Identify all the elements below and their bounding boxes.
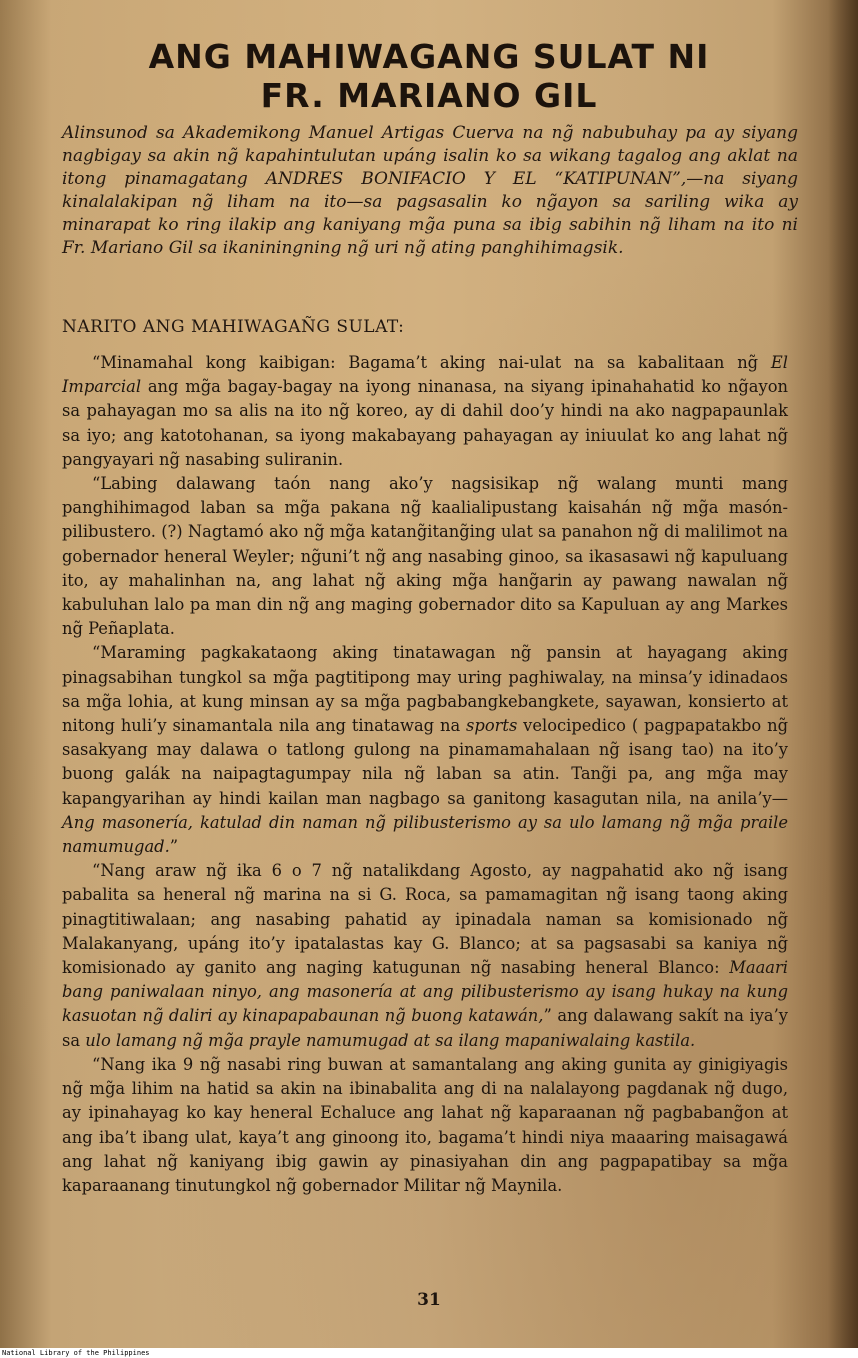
paragraph-italic-text: Maaari bang paniwalaan ninyo, ang masonería at ang pilibusterismo ay isang hukay na kung kasuotan ng̃ daliri ay kinapapabaunan ng̃ buong katawán, bbox=[62, 958, 788, 1026]
page-number: 31 bbox=[417, 1290, 441, 1310]
paragraph-text: “Minamahal kong kaibigan: Bagama’t aking nai-ulat na sa kabalitaan ng̃ bbox=[92, 353, 771, 372]
paragraph-text: ” bbox=[169, 837, 179, 857]
paragraph-italic-text: El Imparcial bbox=[62, 353, 788, 397]
paragraph-text: velocipedico ( pagpapatakbo ng̃ sasakyang may dalawa o tatlong gulong na pinamamahalaan ng̃ isang tao) na ito’y buong galák na naipagtagumpay nila ng̃ laban sa atin. Tang̃i pa, ang mg̃a may kapangyarihan ay hindi kailan man nagbago sa ganitong kasagutan nila, na anila’y— bbox=[62, 716, 788, 808]
intro-paragraph: Alinsunod sa Akademikong Manuel Artigas Cuerva na ng̃ nabubuhay pa ay siyang nagbigay sa akin ng̃ kapahintulutan upáng isalin ko sa wikang tagalog ang aklat na itong pinamagatang ANDRES BONIFACIO Y EL “KATIPUNAN”,—na siyang kinalalakipan ng̃ liham na ito—sa pagsasalin ko ng̃ayon sa sariling wika ay minarapat ko ring ilakip ang kaniyang mg̃a puna sa ibig sabihin ng̃ liham na ito ni Fr. Mariano Gil sa ikaniningning ng̃ uri ng̃ ating panghihimagsik. bbox=[62, 123, 798, 258]
section-heading: NARITO ANG MAHIWAGAÑG SULAT: bbox=[62, 317, 405, 337]
paragraph-italic-text: Ang masonería, katulad din naman ng̃ pilibusterismo ay sa ulo lamang ng̃ mg̃a praile namumugad. bbox=[62, 812, 788, 857]
paragraph-text: “Nang ika 9 ng̃ nasabi ring buwan at samantalang ang aking gunita ay ginigiyagis ng̃ mg̃a lihim na hatid sa akin na ibinabalita ang di na nalalayong pagdanak ng̃ dugo, ay ipinahayag ko kay heneral Echaluce ang lahat ng̃ kaparaanan ng̃ pagbabang̃on at ang iba’t ibang ulat, kaya’t ang ginoong ito, bagama’t hindi niya maaaring maisagawá ang lahat ng̃ kaniyang ibig gawin ay pinasiyahan din ang pagpapatibay sa mg̃a kaparaanang tinutungkol ng̃ gobernador Militar ng̃ Maynila. bbox=[62, 1054, 788, 1195]
page-title-line-2: FR. MARIANO GIL bbox=[260, 76, 598, 115]
paragraph-text: “Maraming pagkakataong aking tinatawagan ng̃ pansin at hayagang aking pinagsabihan tungkol sa mg̃a pagtitipong may uring paghiwalay, na minsa’y idinadaos sa mg̃a lohia, at kung minsan ay sa mg̃a pagbabangkebangkete, sayawan, konsierto at nitong huli’y sinamantala nila ang tinatawag na bbox=[62, 643, 788, 736]
paragraph-3 bbox=[62, 641, 788, 859]
paragraph-italic-text: ulo lamang ng̃ mg̃a prayle namumugad at sa ilang mapaniwalaing kastila. bbox=[85, 1030, 696, 1050]
letter-body bbox=[62, 351, 788, 1198]
footer-credit: National Library of the Philippines bbox=[0, 1348, 858, 1358]
paragraph-4 bbox=[62, 859, 788, 1053]
paragraph-text: “Labing dalawang taón nang ako’y nagsisikap ng̃ walang munti mang panghihimagod laban sa mg̃a pakana ng̃ kaalialipustang kaisahán ng̃ mg̃a masón-pilibustero. (?) Nagtamó ako ng̃ mg̃a katang̃itang̃ing ulat sa panahon ng̃ di malilimot na gobernador heneral Weyler; ng̃uni’t ng̃ ang nasabing ginoo, sa ikasasawi ng̃ kapuluang ito, ay mahalinhan na, ang lahat ng̃ aking mg̃a hang̃arin ay pawang nawalan ng̃ kabuluhan lalo pa man din ng̃ ang maging gobernador dito sa Kapuluan ay ang Markes ng̃ Peñaplata. bbox=[62, 474, 788, 639]
page-title-line-1: ANG MAHIWAGANG SULAT NI bbox=[148, 37, 710, 76]
paragraph-5 bbox=[62, 1053, 788, 1198]
paragraph-italic-text: sports bbox=[466, 716, 518, 736]
paragraph-1 bbox=[62, 351, 788, 472]
paragraph-text: ” ang dalawang sakít na iya’y sa bbox=[62, 1006, 788, 1050]
paragraph-2 bbox=[62, 472, 788, 641]
paragraph-text: “Nang araw ng̃ ika 6 o 7 ng̃ natalikdang Agosto, ay nagpahatid ako ng̃ isang pabalita sa heneral ng̃ marina na si G. Roca, sa pamamagitan ng̃ isang taong aking pinagtitiwalaan; ang nasabing pahatid ay ipinadala naman sa komisionado ng̃ Malakanyang, upáng ito’y ipatalastas kay G. Blanco; at sa pagsasabi sa kaniya ng̃ komisionado ay ganito ang naging katugunan ng̃ nasabing heneral Blanco: bbox=[62, 861, 788, 978]
paragraph-text: ang mg̃a bagay-bagay na iyong ninanasa, na siyang ipinahahatid ko ng̃ayon sa pahayagan mo sa alis na ito ng̃ koreo, ay di dahil doo’y hindi na ako nagpapaunlak sa iyo; ang katotohanan, sa iyong makabayang pahayagan ay iniuulat ko ang lahat ng̃ pangyayari ng̃ nasabing suliranin. bbox=[62, 377, 788, 469]
